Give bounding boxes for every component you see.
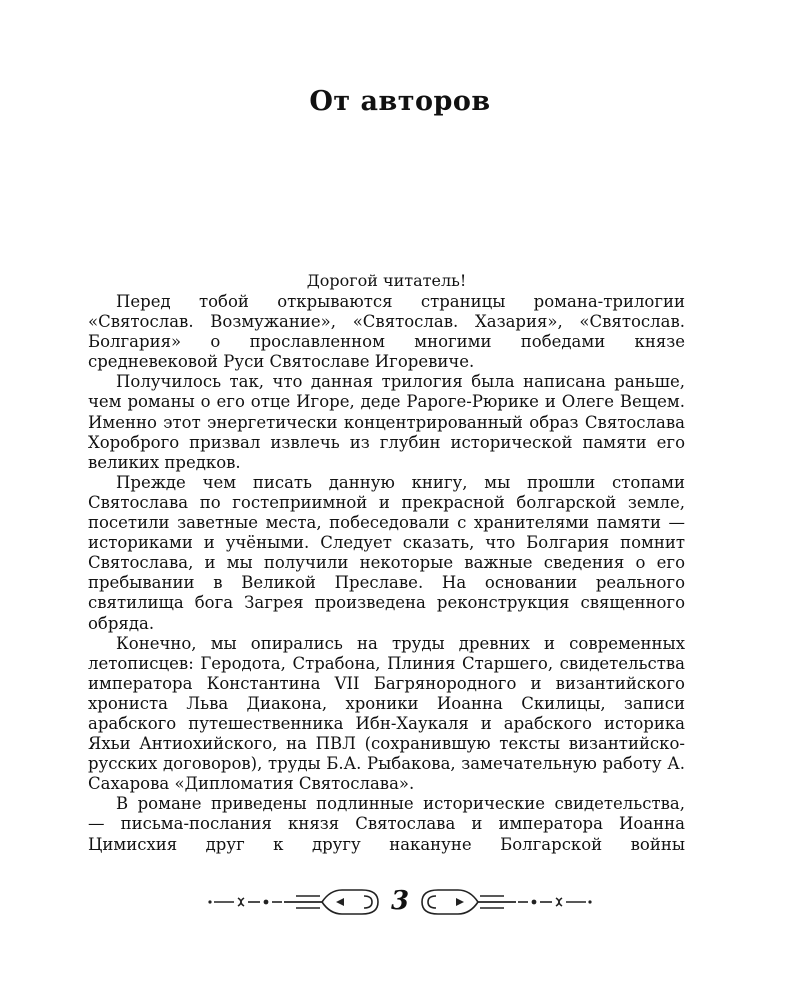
greeting: Дорогой читатель! — [306, 271, 467, 290]
page-number: 3 — [390, 886, 410, 916]
paragraph: Перед тобой открываются страницы романа-трилогии «Святослав. Возмужание», «Святослав. Хазария», «Святослав. Болгария» о прославленном многими победами князе средневековой Руси Святославе Игоревиче. — [88, 292, 685, 372]
body-text — [88, 292, 685, 855]
paragraph: Конечно, мы опирались на труды древних и современных летописцев: Геродота, Страбона, Плиния Старшего, свидетельства императора Константина VII Багрянородного и византийского хрониста Льва Диакона, хроники Иоанна Скилицы, записи арабского путешественника Ибн-Хаукаля и арабского историка Яхьи Антиохийского, на ПВЛ (сохранившую тексты византийско-русских договоров), труды Б.А. Рыбакова, замечательную работу А. Сахарова «Дипломатия Святослава». — [88, 633, 685, 794]
paragraph: В романе приведены подлинные исторические свидетельства, — письма-послания князя Святослава и императора Иоанна Цимисхия друг к другу накануне Болгарской войны — [88, 794, 685, 854]
page-title: От авторов — [309, 86, 491, 117]
page-footer — [200, 882, 600, 922]
right-ornament-icon — [420, 882, 600, 922]
paragraph: Получилось так, что данная трилогия была написана раньше, чем романы о его отце Игоре, деде Рароге-Рюрике и Олеге Вещем. Именно этот энергетически концентрированный образ Святослава Хороброго призвал извлечь из глубин исторической памяти его великих предков. — [88, 372, 685, 472]
paragraph: Прежде чем писать данную книгу, мы прошли стопами Святослава по гостеприимной и прекрасной болгарской земле, посетили заветные места, побеседовали с хранителями памяти — историками и учёными. Следует сказать, что Болгария помнит Святослава, и мы получили некоторые важные сведения о его пребывании в Великой Преславе. На основании реального святилища бога Загрея произведена реконструкция священного обряда. — [88, 472, 685, 633]
